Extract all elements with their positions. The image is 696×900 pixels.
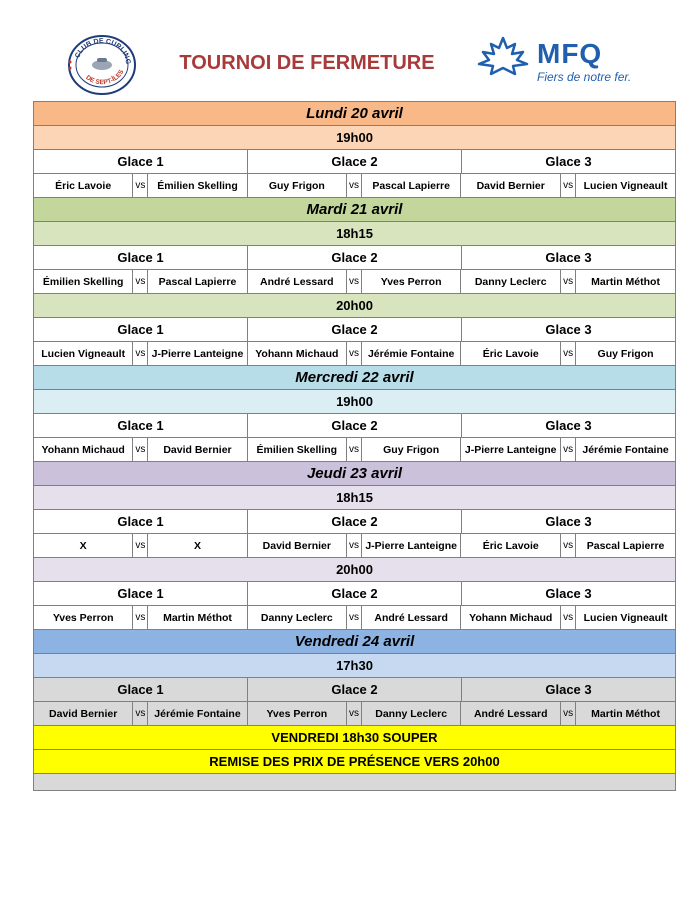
mfq-name: MFQ <box>537 38 603 69</box>
match-row <box>33 342 676 366</box>
match-row <box>33 270 676 294</box>
day-header: Mardi 21 avril <box>33 198 676 222</box>
day-header: Vendredi 24 avril <box>33 630 676 654</box>
player-away: J-Pierre Lanteigne <box>365 539 457 552</box>
player-away: Martin Méthot <box>163 611 232 624</box>
glace-label: Glace 2 <box>248 510 462 533</box>
svg-text:CLUB DE CURLING: CLUB DE CURLING <box>74 37 132 65</box>
player-home: Émilien Skelling <box>256 443 338 456</box>
player-away: Pascal Lapierre <box>586 539 665 552</box>
glace-label: Glace 1 <box>34 414 248 437</box>
match <box>461 270 675 293</box>
vs-label: vs <box>560 438 576 461</box>
glace-label: Glace 3 <box>545 322 592 337</box>
match <box>461 438 675 461</box>
vs-label: vs <box>560 702 576 725</box>
vs-label: vs <box>132 534 148 557</box>
vs-label: vs <box>346 174 362 197</box>
player-away: Guy Frigon <box>383 443 440 456</box>
time-slot: 20h00 <box>33 558 676 582</box>
glace-label: Glace 3 <box>545 250 592 265</box>
match <box>34 534 248 557</box>
vs-label: vs <box>560 606 576 629</box>
vs-label: vs <box>132 438 148 461</box>
player-home: André Lessard <box>260 275 334 288</box>
glace-label: Glace 2 <box>248 582 462 605</box>
player-away: Lucien Vigneault <box>583 611 668 624</box>
match <box>248 174 462 197</box>
match <box>461 174 675 197</box>
page-title: TOURNOI DE FERMETURE <box>179 52 435 74</box>
glace-label: Glace 3 <box>545 418 592 433</box>
match-row <box>33 702 676 726</box>
glace-header-row <box>33 150 676 174</box>
player-home: Danny Leclerc <box>474 275 547 288</box>
match-row <box>33 606 676 630</box>
glace-label: Glace 2 <box>248 246 462 269</box>
player-away: Guy Frigon <box>597 347 654 360</box>
match <box>248 342 462 365</box>
vs-label: vs <box>560 342 576 365</box>
player-away: Martin Méthot <box>591 707 660 720</box>
vs-label: vs <box>560 174 576 197</box>
time-slot: 20h00 <box>33 294 676 318</box>
page-header <box>0 0 696 100</box>
player-away: Jérémie Fontaine <box>582 443 669 456</box>
player-home: Éric Lavoie <box>55 179 112 192</box>
match <box>34 174 248 197</box>
player-home: Yves Perron <box>266 707 328 720</box>
player-home: Émilien Skelling <box>42 275 124 288</box>
match <box>34 270 248 293</box>
vs-label: vs <box>560 534 576 557</box>
vs-label: vs <box>132 270 148 293</box>
match <box>461 342 675 365</box>
glace-label: Glace 1 <box>34 582 248 605</box>
mfq-logo <box>475 36 655 86</box>
info-line: REMISE DES PRIX DE PRÉSENCE VERS 20h00 <box>33 750 676 774</box>
player-home: Éric Lavoie <box>482 539 539 552</box>
day-header: Mercredi 22 avril <box>33 366 676 390</box>
player-away: Lucien Vigneault <box>583 179 668 192</box>
match <box>461 606 675 629</box>
vs-label: vs <box>132 342 148 365</box>
player-away: Pascal Lapierre <box>158 275 237 288</box>
match-row <box>33 534 676 558</box>
glace-label: Glace 3 <box>545 514 592 529</box>
glace-label: Glace 2 <box>248 678 462 701</box>
vs-label: vs <box>346 702 362 725</box>
glace-label: Glace 2 <box>248 318 462 341</box>
match <box>461 534 675 557</box>
match-row <box>33 174 676 198</box>
glace-header-row <box>33 582 676 606</box>
player-away: Jérémie Fontaine <box>367 347 455 360</box>
glace-label: Glace 1 <box>34 318 248 341</box>
glace-header-row <box>33 678 676 702</box>
vs-label: vs <box>346 270 362 293</box>
match <box>248 438 462 461</box>
player-home: Danny Leclerc <box>260 611 333 624</box>
glace-label: Glace 3 <box>545 682 592 697</box>
player-home: Éric Lavoie <box>482 347 539 360</box>
glace-header-row <box>33 510 676 534</box>
glace-label: Glace 2 <box>248 150 462 173</box>
vs-label: vs <box>346 606 362 629</box>
glace-header-row <box>33 318 676 342</box>
player-home: David Bernier <box>49 707 118 720</box>
player-away: J-Pierre Lanteigne <box>151 347 244 360</box>
schedule-table <box>33 101 676 791</box>
player-away: Jérémie Fontaine <box>154 707 241 720</box>
match <box>34 342 248 365</box>
glace-header-row <box>33 414 676 438</box>
glace-label: Glace 1 <box>34 150 248 173</box>
player-home: Yves Perron <box>52 611 114 624</box>
player-home: Yohann Michaud <box>469 611 553 624</box>
time-slot: 18h15 <box>33 486 676 510</box>
player-away: David Bernier <box>163 443 232 456</box>
footer-bar <box>33 774 676 791</box>
match <box>34 606 248 629</box>
glace-header-row <box>33 246 676 270</box>
player-away: Émilien Skelling <box>157 179 238 192</box>
club-logo <box>64 34 138 96</box>
match <box>248 270 462 293</box>
player-away: Yves Perron <box>380 275 442 288</box>
player-home: Lucien Vigneault <box>41 347 126 360</box>
player-away: Martin Méthot <box>591 275 660 288</box>
player-home: J-Pierre Lanteigne <box>464 443 557 456</box>
vs-label: vs <box>346 534 362 557</box>
match <box>461 702 675 725</box>
player-away: Danny Leclerc <box>375 707 448 720</box>
player-home: Yohann Michaud <box>255 347 339 360</box>
vs-label: vs <box>560 270 576 293</box>
match-row <box>33 438 676 462</box>
glace-label: Glace 3 <box>545 154 592 169</box>
player-away: André Lessard <box>374 611 448 624</box>
svg-text:DE SEPT-ÎLES: DE SEPT-ÎLES <box>84 68 126 87</box>
info-line: VENDREDI 18h30 SOUPER <box>33 726 676 750</box>
vs-label: vs <box>346 438 362 461</box>
glace-label: Glace 1 <box>34 510 248 533</box>
glace-label: Glace 1 <box>34 678 248 701</box>
match <box>248 534 462 557</box>
match <box>248 702 462 725</box>
vs-label: vs <box>346 342 362 365</box>
player-home: X <box>79 539 87 552</box>
glace-label: Glace 1 <box>34 246 248 269</box>
day-header: Lundi 20 avril <box>33 101 676 126</box>
time-slot: 18h15 <box>33 222 676 246</box>
day-header: Jeudi 23 avril <box>33 462 676 486</box>
time-slot: 17h30 <box>33 654 676 678</box>
maple-leaf-icon <box>475 36 531 78</box>
player-home: Guy Frigon <box>268 179 325 192</box>
player-home: David Bernier <box>476 179 545 192</box>
glace-label: Glace 3 <box>545 586 592 601</box>
mfq-tagline: Fiers de notre fer. <box>537 70 632 84</box>
vs-label: vs <box>132 702 148 725</box>
glace-label: Glace 2 <box>248 414 462 437</box>
vs-label: vs <box>132 174 148 197</box>
player-home: David Bernier <box>262 539 331 552</box>
time-slot: 19h00 <box>33 390 676 414</box>
match <box>248 606 462 629</box>
match <box>34 438 248 461</box>
player-away: Pascal Lapierre <box>372 179 450 192</box>
time-slot: 19h00 <box>33 126 676 150</box>
match <box>34 702 248 725</box>
player-away: X <box>193 539 201 552</box>
player-home: André Lessard <box>473 707 548 720</box>
vs-label: vs <box>132 606 148 629</box>
player-home: Yohann Michaud <box>41 443 125 456</box>
